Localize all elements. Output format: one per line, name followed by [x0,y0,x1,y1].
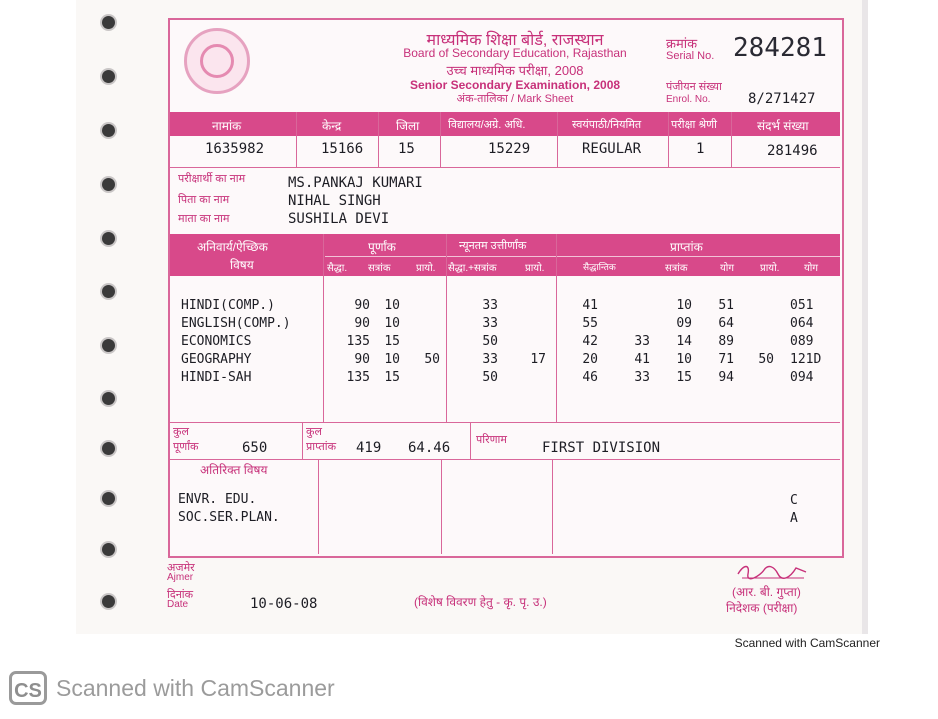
issue-date: 10-06-08 [250,596,318,612]
obt-total: 064 [790,316,814,331]
obt-sum: 71 [718,352,734,367]
date-label-english: Date [167,599,189,610]
max-theory: 135 [346,370,370,385]
centre-code: 15166 [321,141,364,157]
serial-label-hindi: क्रमांक [666,36,698,51]
scanner-watermark-small: Scanned with CamScanner [734,636,880,650]
min-practical: 17 [530,352,546,367]
max-sessional: 10 [384,352,400,367]
enrol-label-hindi: पंजीयन संख्या [666,81,722,93]
additional-grade: A [790,511,798,526]
binder-hole [102,442,115,455]
subject-head-2: विषय [230,258,254,272]
min-theory: 50 [482,370,498,385]
max-sessional: 15 [384,334,400,349]
obt-theory-2: 33 [634,334,650,349]
obt-sum: 94 [718,370,734,385]
enrol-label-english: Enrol. No. [666,94,711,105]
district-header: जिला [396,119,420,133]
obt-total: 094 [790,370,814,385]
school-header: विद्यालय/अग्रे. अधि. [448,119,526,131]
obt-sessional: 10 [676,352,692,367]
total-obtained-marks: 419 [356,440,382,456]
max-theory: 135 [346,334,370,349]
signatory-name: (आर. बी. गुप्ता) [732,585,801,599]
obt-sessional: 15 [676,370,692,385]
obt-theory-sub: सैद्धान्तिक [583,262,616,272]
mother-name-label: माता का नाम [178,213,230,225]
obt-sessional: 09 [676,316,692,331]
min-marks-head: न्यूनतम उत्तीर्णांक [459,240,527,252]
max-sessional: 10 [384,298,400,313]
date-label-hindi: दिनांक [167,589,194,601]
obt-theory-1: 46 [582,370,598,385]
max-sessional: 10 [384,316,400,331]
mother-name: SUSHILA DEVI [288,211,390,227]
subject-name: HINDI(COMP.) [181,298,275,313]
paper-edge [862,0,868,634]
max-theory: 90 [354,298,370,313]
percentage: 64.46 [408,440,451,456]
footer-note: (विशेष विवरण हेतु - कृ. पृ. उ.) [414,595,547,609]
min-theory: 50 [482,334,498,349]
signatory-designation: निदेशक (परीक्षा) [726,601,798,615]
centre-header: केन्द्र [322,119,342,133]
board-seal-icon [184,28,250,94]
obt-theory-2: 33 [634,370,650,385]
obt-total: 051 [790,298,814,313]
obt-sessional: 14 [676,334,692,349]
candidate-name-label: परीक्षार्थी का नाम [178,173,246,185]
subject-name: ECONOMICS [181,334,252,349]
serial-number: 284281 [733,33,827,63]
additional-subject: SOC.SER.PLAN. [178,510,280,525]
district-code: 15 [398,141,415,157]
obt-total-sub: योग [804,263,819,274]
binder-hole [102,392,115,405]
total-obtained-label-2: प्राप्तांक [306,441,337,453]
max-practical: 50 [424,352,440,367]
max-marks-head: पूर्णांक [368,240,396,254]
binder-hole [102,124,115,137]
subject-head-1: अनिवार्य/ऐच्छिक [197,240,268,254]
school-code: 15229 [488,141,531,157]
total-max-label-2: पूर्णांक [173,441,199,453]
subject-name: HINDI-SAH [181,370,252,385]
obt-theory-2: 41 [634,352,650,367]
obt-total: 089 [790,334,814,349]
obtained-marks-head: प्राप्तांक [670,240,703,254]
binder-hole [102,339,115,352]
father-name: NIHAL SINGH [288,193,381,209]
camscanner-logo-icon: CS [9,671,47,705]
obt-sum: 51 [718,298,734,313]
exam-name-english: Senior Secondary Examination, 2008 [409,78,621,92]
binder-hole [102,595,115,608]
board-name-english: Board of Secondary Education, Rajasthan [403,46,627,60]
min-theory: 33 [482,316,498,331]
total-max-label-1: कुल [173,426,189,438]
obt-practical: 50 [758,352,774,367]
result-value: FIRST DIVISION [542,440,661,456]
obt-sum-sub: योग [720,263,735,274]
min-practical-sub: प्रायो. [525,263,545,274]
father-name-label: पिता का नाम [178,194,230,206]
status-header: स्वयंपाठी/नियमित [572,119,642,131]
max-theory: 90 [354,352,370,367]
max-theory: 90 [354,316,370,331]
max-sessional: 15 [384,370,400,385]
binder-hole [102,178,115,191]
obt-sum: 64 [718,316,734,331]
subject-name: ENGLISH(COMP.) [181,316,291,331]
enrol-number: 8/271427 [748,91,816,107]
signature-icon [734,560,810,582]
exam-division: 1 [696,141,705,157]
total-obtained-label-1: कुल [306,426,322,438]
roll-header: नामांक [212,119,242,133]
obt-total: 121D [790,352,822,367]
student-status: REGULAR [582,141,642,157]
roll-number: 1635982 [205,141,265,157]
obt-theory-1: 42 [582,334,598,349]
additional-grade: C [790,493,798,508]
marksheet-title: अंक-तालिका / Mark Sheet [456,93,574,105]
scanner-watermark-large: Scanned with CamScanner [56,675,335,701]
binder-hole [102,70,115,83]
subject-name: GEOGRAPHY [181,352,252,367]
binder-hole [102,285,115,298]
min-theory-sub: सैद्धा.+सत्रांक [448,263,497,274]
binder-hole [102,16,115,29]
obt-theory-1: 20 [582,352,598,367]
obt-sessional-sub: सत्रांक [665,263,688,274]
total-max-marks: 650 [242,440,268,456]
binder-hole [102,492,115,505]
additional-subjects-heading: अतिरिक्त विषय [200,463,268,477]
additional-subject: ENVR. EDU. [178,492,257,507]
result-label: परिणाम [476,434,507,446]
candidate-name: MS.PANKAJ KUMARI [288,175,423,191]
obt-practical-sub: प्रायो. [760,263,780,274]
board-name-hindi: माध्यमिक शिक्षा बोर्ड, राजस्थान [426,32,604,49]
binder-hole [102,543,115,556]
obt-sessional: 10 [676,298,692,313]
binder-hole [102,232,115,245]
exam-name-hindi: उच्च माध्यमिक परीक्षा, 2008 [446,63,584,78]
obt-theory-1: 41 [582,298,598,313]
min-theory: 33 [482,298,498,313]
min-theory: 33 [482,352,498,367]
division-header: परीक्षा श्रेणी [671,119,717,131]
place-hindi: अजमेर [167,562,195,574]
place-english: Ajmer [167,572,194,583]
obt-sum: 89 [718,334,734,349]
reference-number: 281496 [767,143,818,159]
max-theory-sub: सैद्धा. [327,263,348,274]
reference-header: संदर्भ संख्या [757,119,809,133]
obt-theory-1: 55 [582,316,598,331]
max-practical-sub: प्रायो. [416,263,436,274]
max-sessional-sub: सत्रांक [368,263,391,274]
serial-label-english: Serial No. [666,50,715,62]
